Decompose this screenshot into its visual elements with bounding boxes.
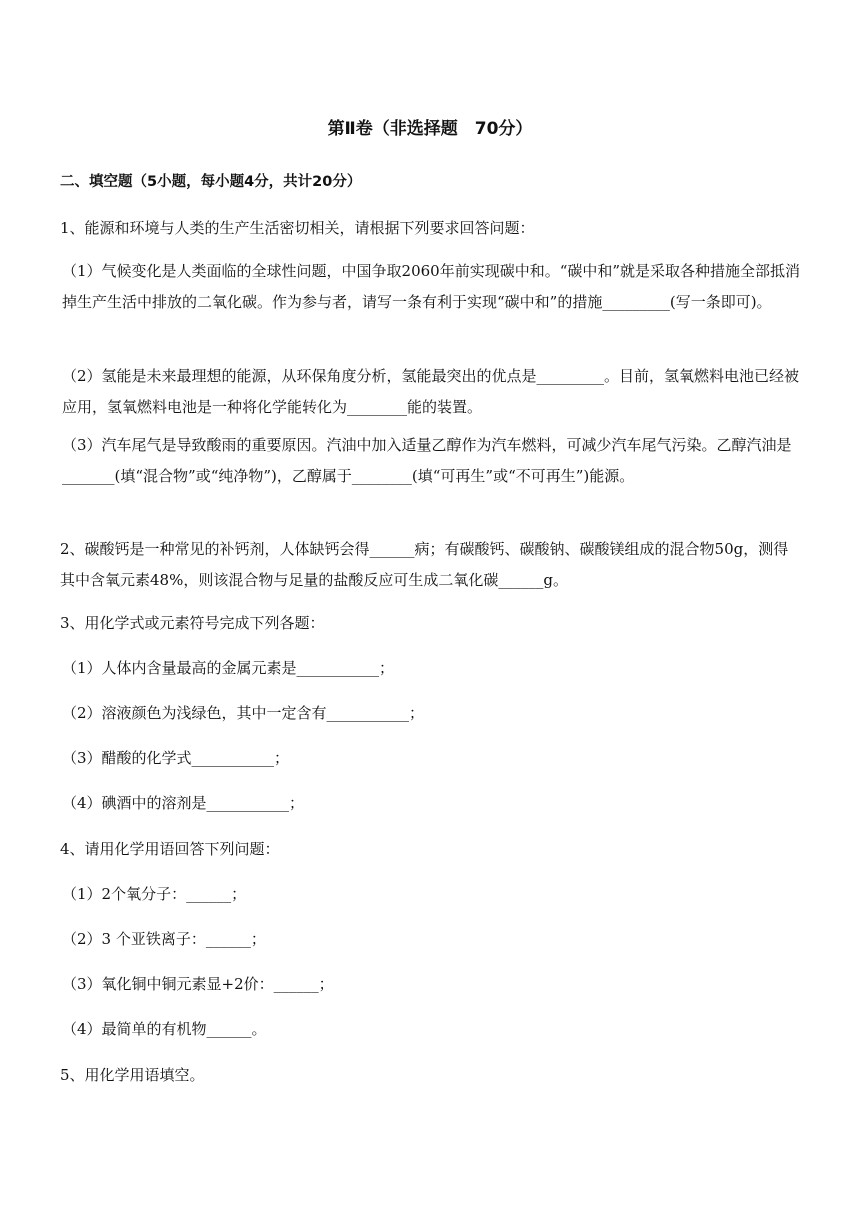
question-3-part-2: （2）溶液颜色为浅绿色，其中一定含有___________；: [62, 704, 425, 722]
question-4-part-3: （3）氧化铜中铜元素显+2价：______；: [62, 975, 334, 993]
question-3-stem: 3、用化学式或元素符号完成下列各题：: [60, 614, 325, 632]
question-4-stem: 4、请用化学用语回答下列问题：: [60, 840, 280, 858]
question-3-part-4: （4）碘酒中的溶剂是___________；: [62, 794, 305, 812]
question-1-part-2: （2）氢能是未来最理想的能源，从环保角度分析，氢能最突出的优点是_________。目前，氢氧燃料电池已经被应用，氢氧燃料电池是一种将化学能转化为________能的装置。: [62, 367, 800, 416]
question-3-part-1: （1）人体内含量最高的金属元素是___________；: [62, 659, 395, 677]
question-5-stem: 5、用化学用语填空。: [60, 1066, 205, 1084]
question-4-part-1: （1）2个氧分子：______；: [62, 885, 247, 903]
question-1-part-3: （3）汽车尾气是导致酸雨的重要原因。汽油中加入适量乙醇作为汽车燃料，可减少汽车尾气污染。乙醇汽油是_______(填“混合物”或“纯净物”)，乙醇属于________(填“可再生”或“不可再生”)能源。: [62, 436, 792, 485]
section-title: 第Ⅱ卷（非选择题 70分）: [327, 119, 533, 139]
question-4-part-2: （2）3 个亚铁离子：______；: [62, 930, 266, 948]
question-1-stem: 1、能源和环境与人类的生产生活密切相关，请根据下列要求回答问题：: [60, 219, 535, 237]
question-4-part-4: （4）最简单的有机物______。: [62, 1020, 267, 1038]
question-1-part-1: （1）气候变化是人类面临的全球性问题，中国争取2060年前实现碳中和。“碳中和”就是采取各种措施全部抵消掉生产生活中排放的二氧化碳。作为参与者，请写一条有利于实现“碳中和”的措施_________(写一条即可)。: [62, 262, 801, 311]
section-heading: 二、填空题（5小题，每小题4分，共计20分）: [60, 174, 362, 190]
question-3-part-3: （3）醋酸的化学式___________；: [62, 749, 290, 767]
question-2-stem: 2、碳酸钙是一种常见的补钙剂，人体缺钙会得______病；有碳酸钙、碳酸钠、碳酸镁组成的混合物50g，测得其中含氧元素48%，则该混合物与足量的盐酸反应可生成二氧化碳______g。: [60, 540, 789, 589]
